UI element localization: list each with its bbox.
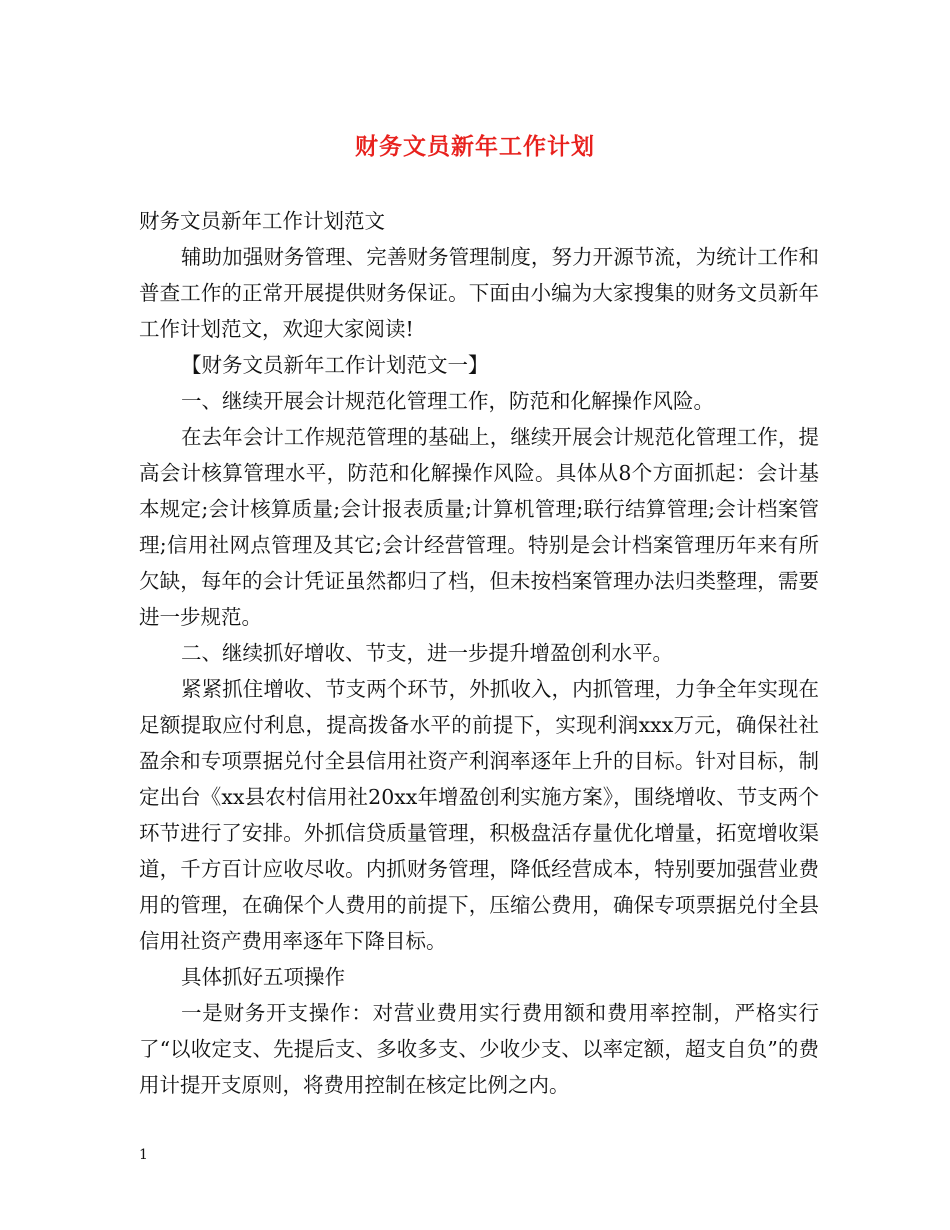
document-title: 财务文员新年工作计划 — [355, 133, 595, 160]
paragraph-intro: 辅助加强财务管理、完善财务管理制度，努力开源节流，为统计工作和普查工作的正常开展提供财务保证。下面由小编为大家搜集的财务文员新年工作计划范文，欢迎大家阅读! — [139, 245, 819, 341]
paragraph-item-two-body: 紧紧抓住增收、节支两个环节，外抓收入，内抓管理，力争全年实现在足额提取应付利息，提高拨备水平的前提下，实现利润xxx万元，确保社社盈余和专项票据兑付全县信用社资产利润率逐年上升的目标。针对目标，制定出台《xx县农村信用社20xx年增盈创利实施方案》，围绕增收、节支两个环节进行了安排。外抓信贷质量管理，积极盘活存量优化增量，拓宽增收渠道，千方百计应收尽收。内抓财务管理，降低经营成本，特别要加强营业费用的管理，在确保个人费用的前提下，压缩公费用，确保专项票据兑付全县信用社资产费用率逐年下降目标。 — [139, 677, 819, 953]
paragraph-item-one-heading: 一、继续开展会计规范化管理工作，防范和化解操作风险。 — [181, 389, 714, 413]
paragraph-subtitle: 财务文员新年工作计划范文 — [139, 209, 385, 233]
paragraph-item-one-body: 在去年会计工作规范管理的基础上，继续开展会计规范化管理工作，提高会计核算管理水平，防范和化解操作风险。具体从8个方面抓起：会计基本规定;会计核算质量;会计报表质量;计算机管理;联行结算管理;会计档案管理;信用社网点管理及其它;会计经营管理。特别是会计档案管理历年来有所欠缺，每年的会计凭证虽然都归了档，但未按档案管理办法归类整理，需要进一步规范。 — [139, 425, 819, 629]
paragraph-item-two-heading: 二、继续抓好增收、节支，进一步提升增盈创利水平。 — [181, 641, 673, 665]
paragraph-section-heading: 【财务文员新年工作计划范文一】 — [181, 353, 489, 377]
paragraph-five-operations-heading: 具体抓好五项操作 — [181, 965, 345, 989]
document-body — [139, 203, 819, 1103]
paragraph-operation-one: 一是财务开支操作：对营业费用实行费用额和费用率控制，严格实行了“以收定支、先提后支、多收多支、少收少支、以率定额，超支自负”的费用计提开支原则，将费用控制在核定比例之内。 — [139, 1001, 819, 1097]
page-number: 1 — [139, 1147, 148, 1163]
